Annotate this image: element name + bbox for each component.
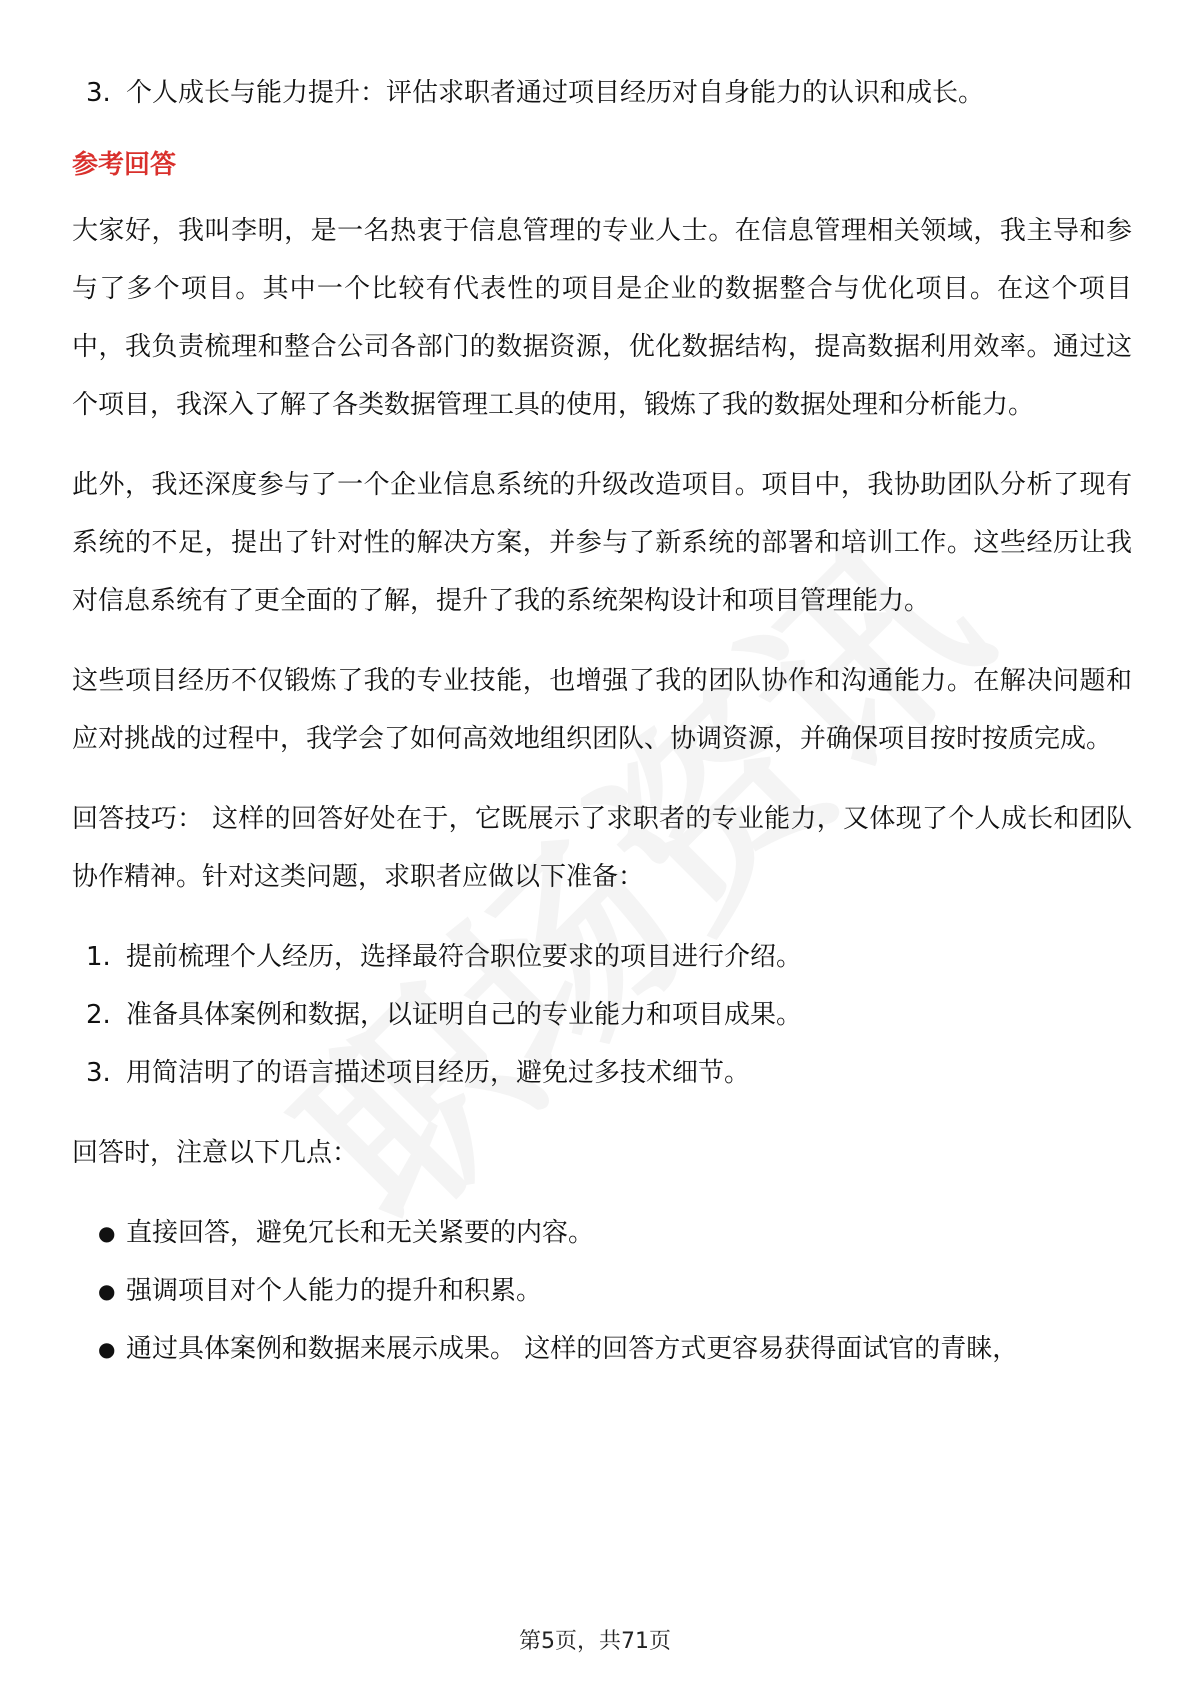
- list-number: 2.: [86, 1000, 111, 1030]
- page-number-footer: 第5页，共71页: [519, 1629, 671, 1654]
- paragraph-intro: 大家好，我叫李明，是一名热衷于信息管理的专业人士。在信息管理相关领域，我主导和参与了多个项目。其中一个比较有代表性的项目是企业的数据整合与优化项目。在这个项目中，我负责梳理和整合公司各部门的数据资源，优化数据结构，提高数据利用效率。通过这个项目，我深入了解了各类数据管理工具的使用，锻炼了我的数据处理和分析能力。: [72, 216, 1132, 420]
- paragraph-teamwork: 这些项目经历不仅锻炼了我的专业技能，也增强了我的团队协作和沟通能力。在解决问题和应对挑战的过程中，我学会了如何高效地组织团队、协调资源，并确保项目按时按质完成。: [72, 666, 1132, 754]
- bullet-text: 直接回答，避免冗长和无关紧要的内容。: [126, 1218, 595, 1248]
- paragraph-system-upgrade: 此外，我还深度参与了一个企业信息系统的升级改造项目。项目中，我协助团队分析了现有系统的不足，提出了针对性的解决方案，并参与了新系统的部署和培训工作。这些经历让我对信息系统有了更全面的了解，提升了我的系统架构设计和项目管理能力。: [72, 470, 1132, 616]
- section-title-reference-answer: 参考回答: [72, 150, 177, 180]
- bullet-text: 强调项目对个人能力的提升和积累。: [126, 1276, 543, 1306]
- bullet-text: 通过具体案例和数据来展示成果。 这样的回答方式更容易获得面试官的青睐，: [126, 1334, 1019, 1364]
- list-number: 1.: [86, 942, 111, 972]
- list-text: 个人成长与能力提升：评估求职者通过项目经历对自身能力的认识和成长。: [126, 78, 985, 108]
- list-item-tip-3: [72, 1044, 1132, 1102]
- paragraph-notes-intro: 回答时，注意以下几点：: [72, 1138, 359, 1168]
- list-number: 3.: [86, 78, 111, 108]
- bullet-dot-icon: ●: [98, 1337, 116, 1361]
- list-number: 3.: [86, 1058, 111, 1088]
- list-text: 用简洁明了的语言描述项目经历，避免过多技术细节。: [126, 1058, 751, 1088]
- bullet-item-3: [72, 1320, 1132, 1378]
- list-item-criteria-3: [72, 64, 1132, 122]
- list-item-tip-1: [72, 928, 1132, 986]
- bullet-item-1: [72, 1204, 1132, 1262]
- list-text: 准备具体案例和数据，以证明自己的专业能力和项目成果。: [126, 1000, 803, 1030]
- content: [72, 64, 1132, 1378]
- list-text: 提前梳理个人经历，选择最符合职位要求的项目进行介绍。: [126, 942, 803, 972]
- list-item-tip-2: [72, 986, 1132, 1044]
- bullet-dot-icon: ●: [98, 1221, 116, 1245]
- bullet-dot-icon: ●: [98, 1279, 116, 1303]
- paragraph-answer-tips: 回答技巧： 这样的回答好处在于，它既展示了求职者的专业能力，又体现了个人成长和团队协作精神。针对这类问题，求职者应做以下准备：: [72, 804, 1132, 892]
- bullet-item-2: [72, 1262, 1132, 1320]
